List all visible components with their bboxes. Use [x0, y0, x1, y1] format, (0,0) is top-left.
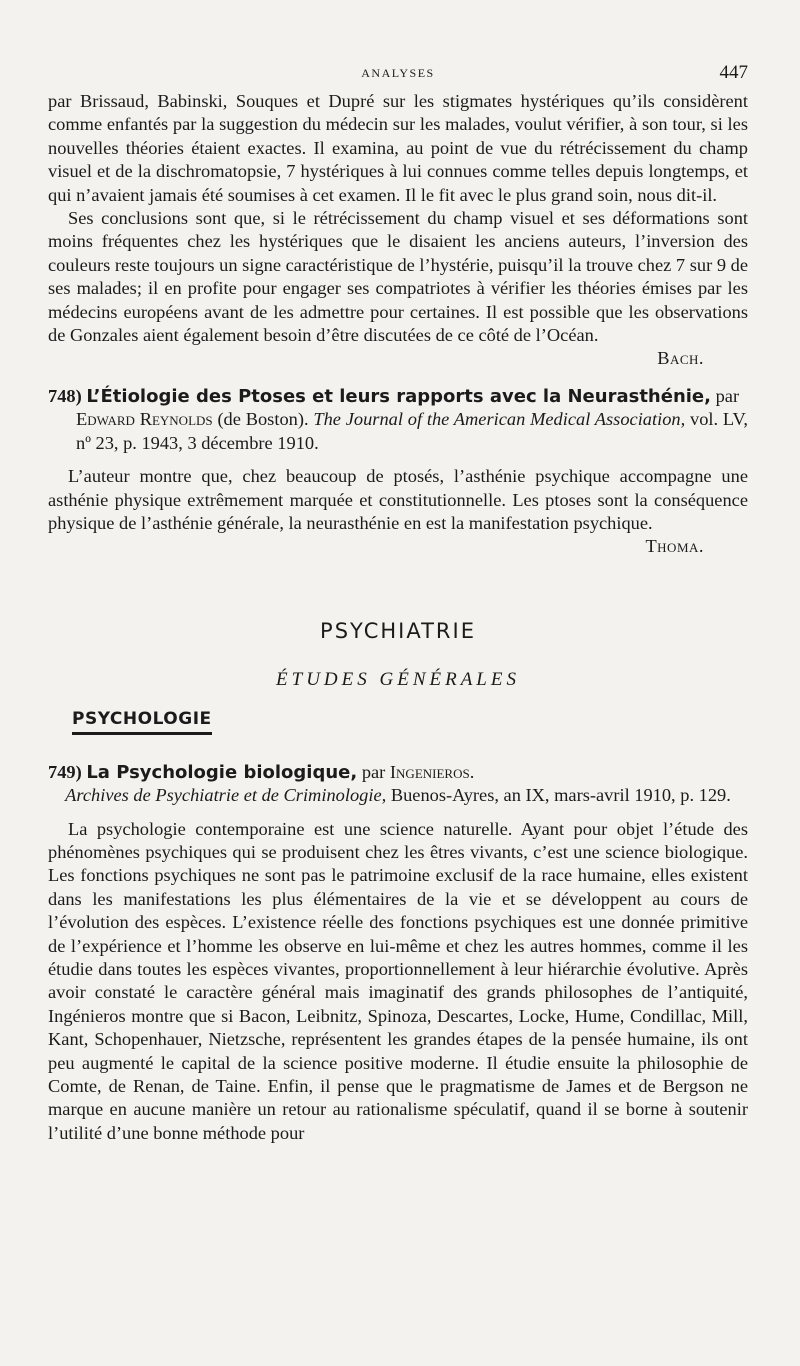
- article-748-author: Edward Reynolds: [76, 409, 213, 430]
- signature-text: Thoma.: [645, 536, 704, 557]
- article-749-journal: Archives de Psychiatrie et de Criminologie,: [65, 785, 387, 806]
- article-748-body: L’auteur montre que, chez beaucoup de ptosés, l’asthénie psychique accompagne une asthénie physique extrêmement marquée et constitutionnelle. Les ptoses sont la conséquence physique de l’asthénie générale, la neurasthénie en est la manifestation psychique.: [48, 466, 748, 533]
- article-749-author: Ingenieros.: [389, 761, 475, 782]
- subsection-title: ÉTUDES GÉNÉRALES: [276, 668, 520, 690]
- continued-paragraph-2: Ses conclusions sont que, si le rétrécissement du champ visuel et ses déformations sont moins fréquentes chez les hystériques que le disaient les anciens auteurs, l’inversion des couleurs reste toujours un signe caractéristique de l’hystérie, puisqu’il la trouve chez 7 sur 9 de ses malades; il en profite pour engager ses compatriotes à vérifier les théories émises par les médecins européens avant de les admettre pour certaines. Il est possible que les observations de Gonzales aient également besoin d’être discutées de ce côté de l’Océan.: [48, 208, 748, 346]
- running-head: [48, 60, 748, 90]
- running-head-title: ANALYSES: [361, 66, 435, 80]
- article-748-number: 748): [48, 385, 82, 406]
- signature-bach: [48, 347, 748, 370]
- signature-thoma: [48, 535, 748, 558]
- article-748-citation: vol. LV, nº 23, p. 1943, 3 décembre 1910.: [76, 409, 748, 453]
- article-749-title: La Psychologie biologique,: [86, 761, 358, 783]
- article-748-author-place: (de Boston).: [217, 409, 309, 430]
- page: [48, 60, 748, 1145]
- article-748-by: par: [715, 385, 740, 406]
- article-748-heading: [48, 385, 748, 455]
- signature-text: Bach.: [657, 348, 704, 369]
- article-749-citation: Buenos-Ayres, an IX, mars-avril 1910, p. 129.: [390, 785, 731, 806]
- article-749-heading: [48, 761, 748, 808]
- page-number: 447: [719, 62, 748, 83]
- article-748-title: L’Étiologie des Ptoses et leurs rapports avec la Neurasthénie,: [86, 385, 711, 407]
- article-749-body: La psychologie contemporaine est une science naturelle. Ayant pour objet l’étude des phénomènes psychiques qui se produisent chez les êtres vivants, c’est une science biologique. Les fonctions psychiques ne sont pas le patrimoine exclusif de la race humaine, elles existent dans les manifestations les plus élémentaires de la vie et se développent au cours de l’évolution des espèces. L’existence réelle des fonctions psychiques est une donnée primitive de l’expérience et l’homme les observe en lui-même et chez les autres hommes, comme il les étudie dans toutes les espèces vivantes, proportionnellement à leur hiérarchie évolutive. Après avoir constaté le caractère général mais imaginatif des grands philosophes de l’antiquité, Ingénieros montre que si Bacon, Leibnitz, Spinoza, Descartes, Locke, Hume, Condillac, Mill, Kant, Schopenhauer, Nietzsche, représentent les grandes étapes de la pensée humaine, ils ont peu augmenté le capital de la science positive moderne. Il étudie ensuite la philosophie de Comte, de Renan, de Taine. Enfin, il pense que le pragmatisme de James et de Bergson ne marque en aucune manière un retour au rationalisme spéculatif, quand il se borne à soutenir l’utilité d’une bonne méthode pour: [48, 818, 748, 1143]
- article-749-by: par: [361, 761, 386, 782]
- article-749-number: 749): [48, 761, 82, 782]
- continued-paragraph-1: par Brissaud, Babinski, Souques et Dupré sur les stigmates hystériques qu’ils considèrent comme enfantés par la suggestion du médecin sur les malades, voulut vérifier, à son tour, si les nouvelles théories étaient exactes. Il examina, au point de vue du rétrécissement du champ visuel et de la dischromatopsie, 7 hystériques à lui connues comme telles depuis longtemps, et qui n’avaient jamais été soumises à cet examen. Il le fit avec le plus grand soin, nous dit-il.: [48, 91, 748, 205]
- section-title: PSYCHIATRIE: [320, 618, 476, 643]
- rubric-heading: PSYCHOLOGIE: [72, 709, 212, 735]
- article-748-journal: The Journal of the American Medical Association,: [313, 409, 686, 430]
